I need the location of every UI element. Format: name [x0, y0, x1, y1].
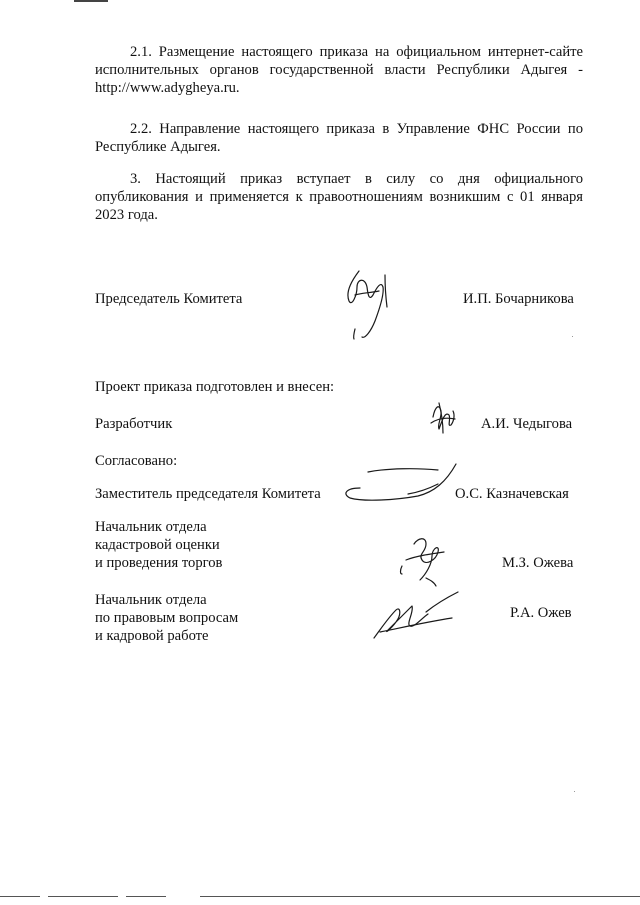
bottom-scan-line [126, 896, 166, 897]
legal-head-name: Р.А. Ожев [510, 605, 572, 621]
legal-head-signature [366, 588, 466, 646]
developer-title: Разработчик [95, 416, 173, 432]
cadastral-head-name: М.З. Ожева [502, 555, 574, 571]
scan-speck [574, 791, 575, 792]
legal-head-title: Начальник отдела по правовым вопросам и кадровой работе [95, 592, 239, 644]
bottom-scan-line [200, 896, 640, 897]
agreed-label: Согласовано: [95, 453, 178, 469]
chairman-signature [335, 265, 405, 345]
prepared-by-label: Проект приказа подготовлен и внесен: [95, 379, 335, 395]
top-scan-mark [74, 0, 108, 2]
deputy-signature [338, 458, 463, 508]
cadastral-head-title: Начальник отдела кадастровой оценки и проведения торгов [95, 519, 223, 571]
paragraph-2-1: 2.1. Размещение настоящего приказа на официальном интернет-сайте исполнительных органов государственной власти Республики Адыгея - http://www.adygheya.ru. [95, 44, 583, 96]
bottom-scan-line [0, 896, 40, 897]
cadastral-head-signature [396, 530, 456, 590]
paragraph-2-2: 2.2. Направление настоящего приказа в Управление ФНС России по Республике Адыгея. [95, 121, 583, 155]
chairman-title: Председатель Комитета [95, 291, 243, 307]
scan-speck [572, 336, 573, 337]
deputy-name: О.С. Казначевская [455, 486, 569, 502]
deputy-title: Заместитель председателя Комитета [95, 486, 321, 502]
developer-name: А.И. Чедыгова [481, 416, 573, 432]
chairman-name: И.П. Бочарникова [463, 291, 574, 307]
developer-signature [425, 397, 461, 437]
paragraph-3: 3. Настоящий приказ вступает в силу со дня официального опубликования и применяется к правоотношениям возникшим с 01 января 2023 года. [95, 171, 583, 223]
bottom-scan-line [48, 896, 118, 897]
